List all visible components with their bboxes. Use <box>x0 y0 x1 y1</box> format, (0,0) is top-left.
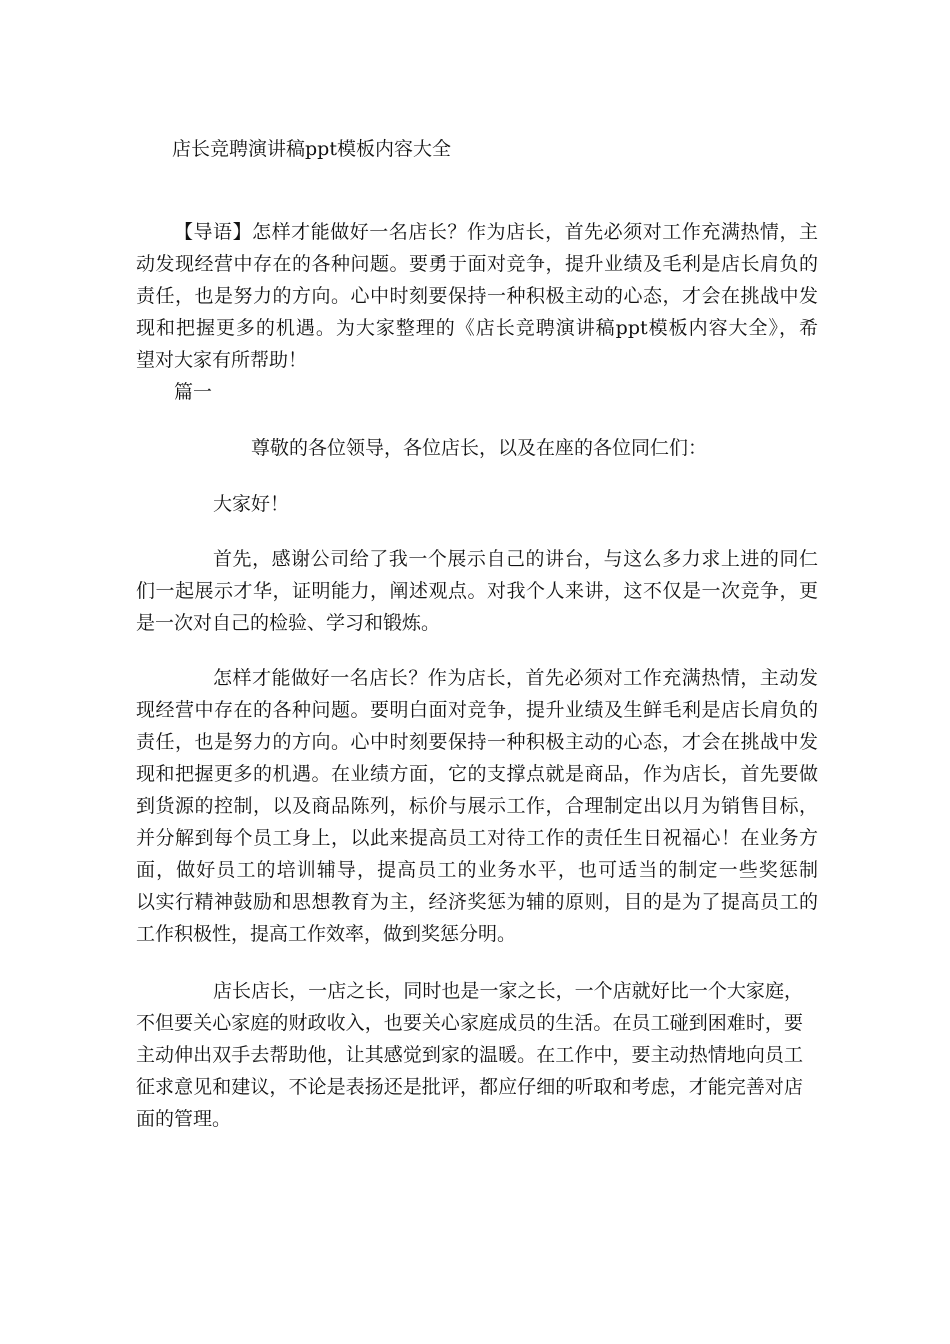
paragraph-line: 们一起展示才华，证明能力，阐述观点。对我个人来讲，这不仅是一次竞争，更 <box>136 580 818 602</box>
paragraph-line: 是一次对自己的检验、学习和锻炼。 <box>136 612 441 634</box>
paragraph-line: 征求意见和建议，不论是表扬还是批评，都应仔细的听取和考虑，才能完善对店 <box>136 1076 803 1098</box>
paragraph-line: 责任，也是努力的方向。心中时刻要保持一种积极主动的心态，才会在挑战中发 <box>136 731 818 753</box>
document-title: 店长竞聘演讲稿ppt模板内容大全 <box>172 138 451 160</box>
paragraph-line: 首先，感谢公司给了我一个展示自己的讲台，与这么多力求上进的同仁 <box>213 548 818 570</box>
paragraph-line: 并分解到每个员工身上，以此来提高员工对待工作的责任生日祝福心！在业务方 <box>136 827 818 849</box>
paragraph-line: 不但要关心家庭的财政收入，也要关心家庭成员的生活。在员工碰到困难时，要 <box>136 1012 803 1034</box>
intro-line: 【导语】怎样才能做好一名店长？作为店长，首先必须对工作充满热情，主 <box>174 221 818 243</box>
paragraph-line: 店长店长，一店之长，同时也是一家之长，一个店就好比一个大家庭， <box>213 980 803 1002</box>
paragraph-line: 现经营中存在的各种问题。要明白面对竞争，提升业绩及生鲜毛利是店长肩负的 <box>136 699 818 721</box>
paragraph-line: 面，做好员工的培训辅导，提高员工的业务水平，也可适当的制定一些奖惩制 <box>136 859 818 881</box>
paragraph-line: 面的管理。 <box>136 1108 232 1130</box>
greeting: 大家好！ <box>213 493 290 515</box>
intro-line: 望对大家有所帮助！ <box>136 349 308 371</box>
intro-line: 动发现经营中存在的各种问题。要勇于面对竞争，提升业绩及毛利是店长肩负的 <box>136 253 818 275</box>
salutation: 尊敬的各位领导，各位店长，以及在座的各位同仁们： <box>251 437 708 459</box>
intro-line: 现和把握更多的机遇。为大家整理的《店长竞聘演讲稿ppt模板内容大全》，希 <box>136 317 818 339</box>
intro-line: 责任，也是努力的方向。心中时刻要保持一种积极主动的心态，才会在挑战中发 <box>136 285 818 307</box>
paragraph-line: 以实行精神鼓励和思想教育为主，经济奖惩为辅的原则，目的是为了提高员工的 <box>136 891 818 913</box>
paragraph-line: 怎样才能做好一名店长？作为店长，首先必须对工作充满热情，主动发 <box>213 667 818 689</box>
paragraph-line: 工作积极性，提高工作效率，做到奖惩分明。 <box>136 923 517 945</box>
paragraph-line: 主动伸出双手去帮助他，让其感觉到家的温暖。在工作中，要主动热情地向员工 <box>136 1044 803 1066</box>
paragraph-line: 到货源的控制，以及商品陈列，标价与展示工作，合理制定出以月为销售目标， <box>136 795 818 817</box>
paragraph-line: 现和把握更多的机遇。在业绩方面，它的支撑点就是商品，作为店长，首先要做 <box>136 763 818 785</box>
section-heading: 篇一 <box>174 381 213 403</box>
